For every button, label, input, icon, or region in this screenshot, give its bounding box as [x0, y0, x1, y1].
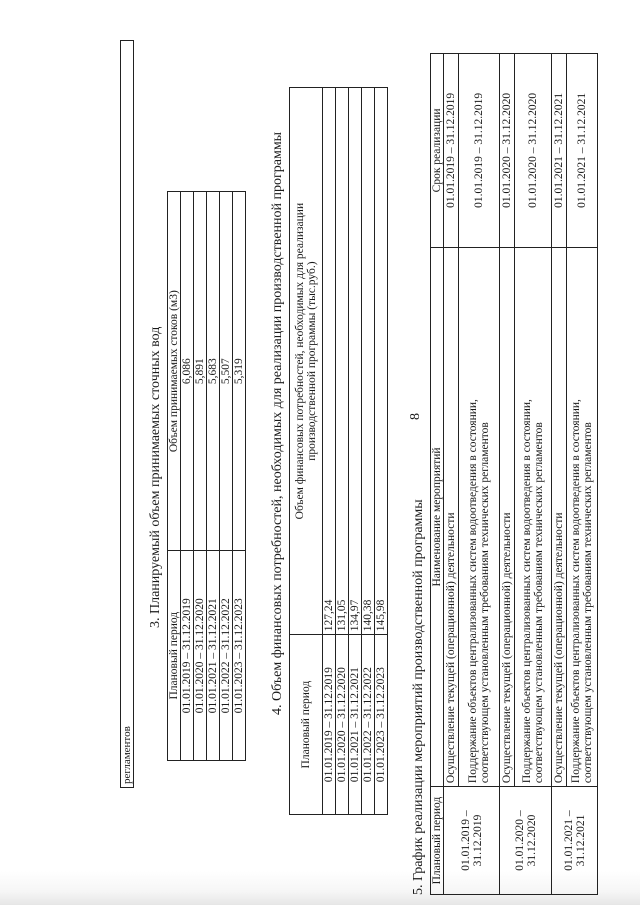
- section4-col-period: Плановый период: [290, 635, 323, 815]
- table-row: 01.01.2019 – 31.12.2019 Осуществление текущей (операционной) деятельности 01.01.2019 – 31.12.2019: [444, 54, 459, 895]
- section3-col-volume: Объем принимаемых стоков (м3): [168, 192, 181, 551]
- table-row: 01.01.2020 – 31.12.2020 Осуществление текущей (операционной) деятельности 01.01.2020 – 31.12.2020: [500, 54, 515, 895]
- table-row: 01.01.2021 – 31.12.2021 Осуществление текущей (операционной) деятельности 01.01.2021 – 31.12.2021: [552, 54, 567, 895]
- table-row: 01.01.2022 – 31.12.2022 140,38: [362, 88, 375, 815]
- table-row: 01.01.2020 – 31.12.2020 131,05: [336, 88, 349, 815]
- section5-title: 5. График реализации мероприятий производственной программы: [411, 499, 426, 895]
- top-box: [120, 40, 134, 788]
- section3-table: [167, 191, 246, 761]
- table-row: Поддержание объектов централизованных систем водоотведения в состоянии, соответствующем установленным требованиям технических регламентов 01.01.2019 – 31.12.2019: [459, 54, 500, 895]
- section3-col-period: Плановый период: [168, 551, 181, 761]
- table-row: Поддержание объектов централизованных систем водоотведения в состоянии, соответствующем установленным требованиям технических регламентов 01.01.2021 – 31.12.2021: [567, 54, 598, 895]
- section5-col-period: Плановый период: [431, 787, 444, 895]
- table-row: 01.01.2020 – 31.12.2020 5,891: [194, 192, 207, 761]
- page-number: 8: [408, 413, 423, 420]
- table-row: 01.01.2021 – 31.12.2021 134,97: [349, 88, 362, 815]
- table-row: 01.01.2023 – 31.12.2023 145,98: [375, 88, 388, 815]
- table-row: 01.01.2019 – 31.12.2019 127,24: [323, 88, 336, 815]
- section4-title: 4. Объем финансовых потребностей, необходимых для реализации производственной программы: [270, 131, 285, 715]
- section5-col-term: Срок реализации: [431, 54, 444, 248]
- section4-col-value: Объем финансовых потребностей, необходимых для реализации производственной программы (тыс.руб.): [290, 88, 323, 635]
- table-row: 01.01.2023 – 31.12.2023 5,319: [233, 192, 246, 761]
- table-row: 01.01.2022 – 31.12.2022 5,507: [220, 192, 233, 761]
- section5-col-name: Наименование мероприятий: [431, 247, 444, 786]
- table-row: 01.01.2021 – 31.12.2021 5,683: [207, 192, 220, 761]
- section4-table: [289, 87, 388, 815]
- top-box-text: регламентов: [121, 41, 134, 788]
- section5-table: [430, 53, 598, 895]
- table-row: 01.01.2019 – 31.12.2019 6,086: [181, 192, 194, 761]
- section3-title: 3. Планируемый объем принимаемых сточных вод: [148, 326, 163, 628]
- table-row: Поддержание объектов централизованных систем водоотведения в состоянии, соответствующем установленным требованиям технических регламентов 01.01.2020 – 31.12.2020: [515, 54, 552, 895]
